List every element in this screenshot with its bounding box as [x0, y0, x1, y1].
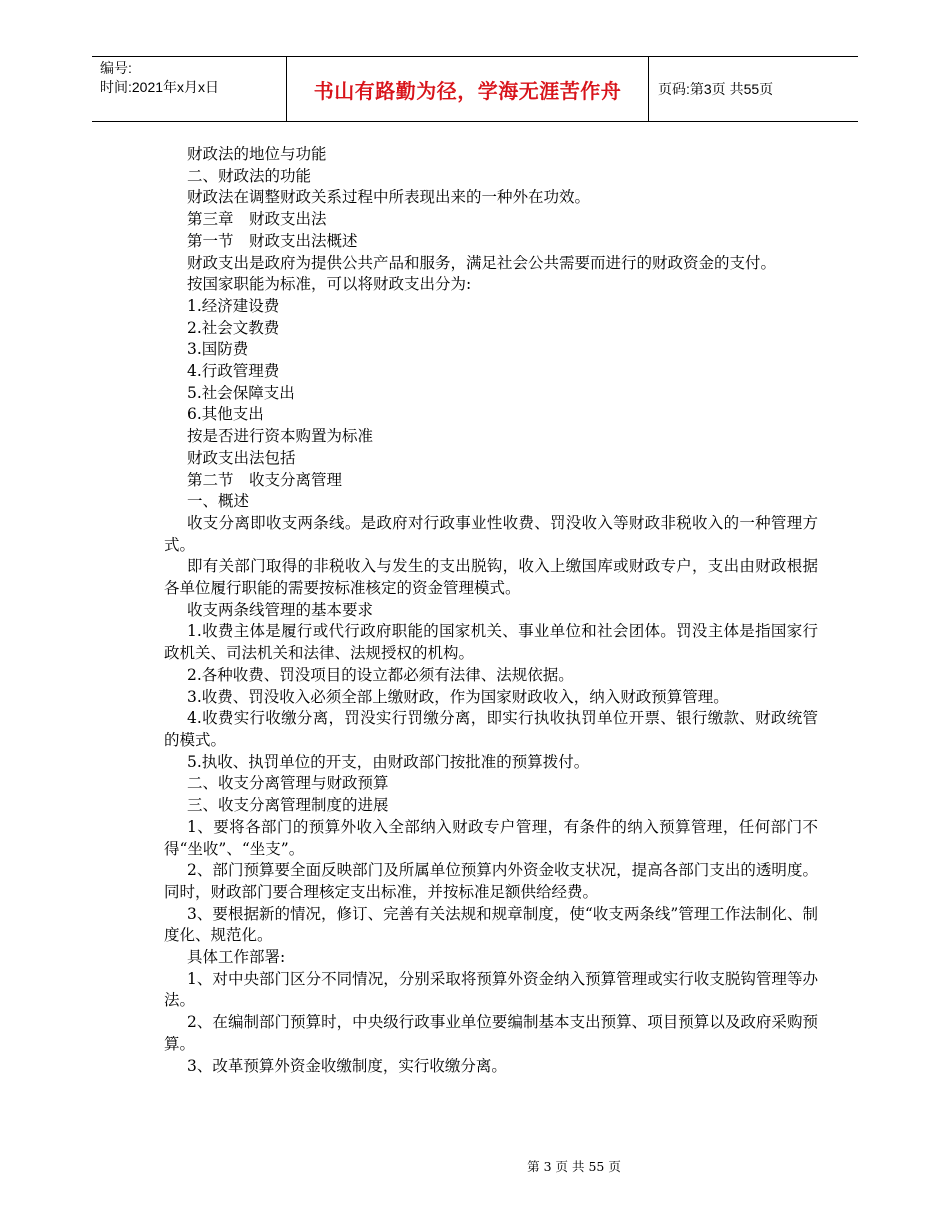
body-paragraph: 具体工作部署:: [187, 948, 286, 967]
body-paragraph: 5.执收、执罚单位的开支，由财政部门按批准的预算拨付。: [187, 752, 590, 771]
header-page-info: 页码:第3页 共55页: [658, 81, 774, 97]
body-paragraph: 3、改革预算外资金收缴制度，实行收缴分离。: [187, 1056, 507, 1075]
page-header: [92, 56, 858, 122]
header-motto: 书山有路勤为径，学海无涯苦作舟: [287, 57, 649, 121]
body-paragraph: 6.其他支出: [187, 405, 264, 424]
body-paragraph: 第二节 收支分离管理: [187, 470, 343, 489]
body-paragraph: 1.收费主体是履行或代行政府职能的国家机关、事业单位和社会团体。罚没主体是指国家行政机关、司法机关和法律、法规授权的机构。: [164, 622, 818, 663]
body-paragraph: 2、部门预算要全面反映部门及所属单位预算内外资金收支状况，提高各部门支出的透明度。同时，财政部门要合理核定支出标准，并按标准足额供给经费。: [164, 861, 818, 901]
body-paragraph: 3、要根据新的情况，修订、完善有关法规和规章制度，使“收支两条线”管理工作法制化、制度化、规范化。: [164, 904, 818, 945]
body-paragraph: 财政支出法包括: [187, 448, 296, 467]
body-paragraph: 一、概述: [187, 492, 250, 511]
document-body: [164, 144, 818, 1077]
body-paragraph: 即有关部门取得的非税收入与发生的支出脱钩，收入上缴国库或财政专户，支出由财政根据各单位履行职能的需要按标准核定的资金管理模式。: [164, 557, 818, 598]
body-paragraph: 收支分离即收支两条线。是政府对行政事业性收费、罚没收入等财政非税收入的一种管理方式。: [164, 513, 818, 554]
body-paragraph: 二、收支分离管理与财政预算: [187, 774, 389, 793]
body-paragraph: 4.行政管理费: [187, 362, 280, 381]
body-paragraph: 2、在编制部门预算时，中央级行政事业单位要编制基本支出预算、项目预算以及政府采购预算。: [164, 1013, 818, 1053]
body-paragraph: 财政法的地位与功能: [187, 145, 327, 163]
body-paragraph: 三、收支分离管理制度的进展: [187, 796, 389, 815]
body-paragraph: 第三章 财政支出法: [187, 210, 327, 229]
body-paragraph: 财政支出是政府为提供公共产品和服务，满足社会公共需要而进行的财政资金的支付。: [187, 253, 777, 272]
body-paragraph: 二、财政法的功能: [187, 166, 312, 185]
body-paragraph: 3.国防费: [187, 340, 249, 359]
date-label: 时间:2021年x月x日: [100, 79, 220, 95]
body-paragraph: 收支两条线管理的基本要求: [187, 600, 374, 619]
header-meta: [92, 57, 287, 121]
body-paragraph: 5.社会保障支出: [187, 383, 295, 402]
page-footer: [0, 1157, 950, 1175]
body-paragraph: 第一节 财政支出法概述: [187, 231, 358, 250]
number-label: 编号:: [100, 60, 132, 76]
body-paragraph: 3.收费、罚没收入必须全部上缴财政，作为国家财政收入，纳入财政预算管理。: [187, 687, 729, 706]
body-paragraph: 财政法在调整财政关系过程中所表现出来的一种外在功效。: [187, 188, 591, 207]
body-paragraph: 1、要将各部门的预算外收入全部纳入财政专户管理，有条件的纳入预算管理，任何部门不得“坐收”、“坐支”。: [164, 817, 818, 858]
body-paragraph: 1、对中央部门区分不同情况，分别采取将预算外资金纳入预算管理或实行收支脱钩管理等办法。: [164, 969, 818, 1010]
body-paragraph: 按是否进行资本购置为标准: [187, 427, 374, 446]
footer-page-number: 第 3 页 共 55 页: [527, 1159, 621, 1174]
body-paragraph: 1.经济建设费: [187, 296, 280, 315]
body-paragraph: 按国家职能为标准，可以将财政支出分为:: [187, 275, 472, 294]
body-paragraph: 2.社会文教费: [187, 318, 280, 337]
body-paragraph: 2.各种收费、罚没项目的设立都必须有法律、法规依据。: [187, 665, 574, 684]
body-paragraph: 4.收费实行收缴分离，罚没实行罚缴分离，即实行执收执罚单位开票、银行缴款、财政统管的模式。: [164, 709, 818, 749]
